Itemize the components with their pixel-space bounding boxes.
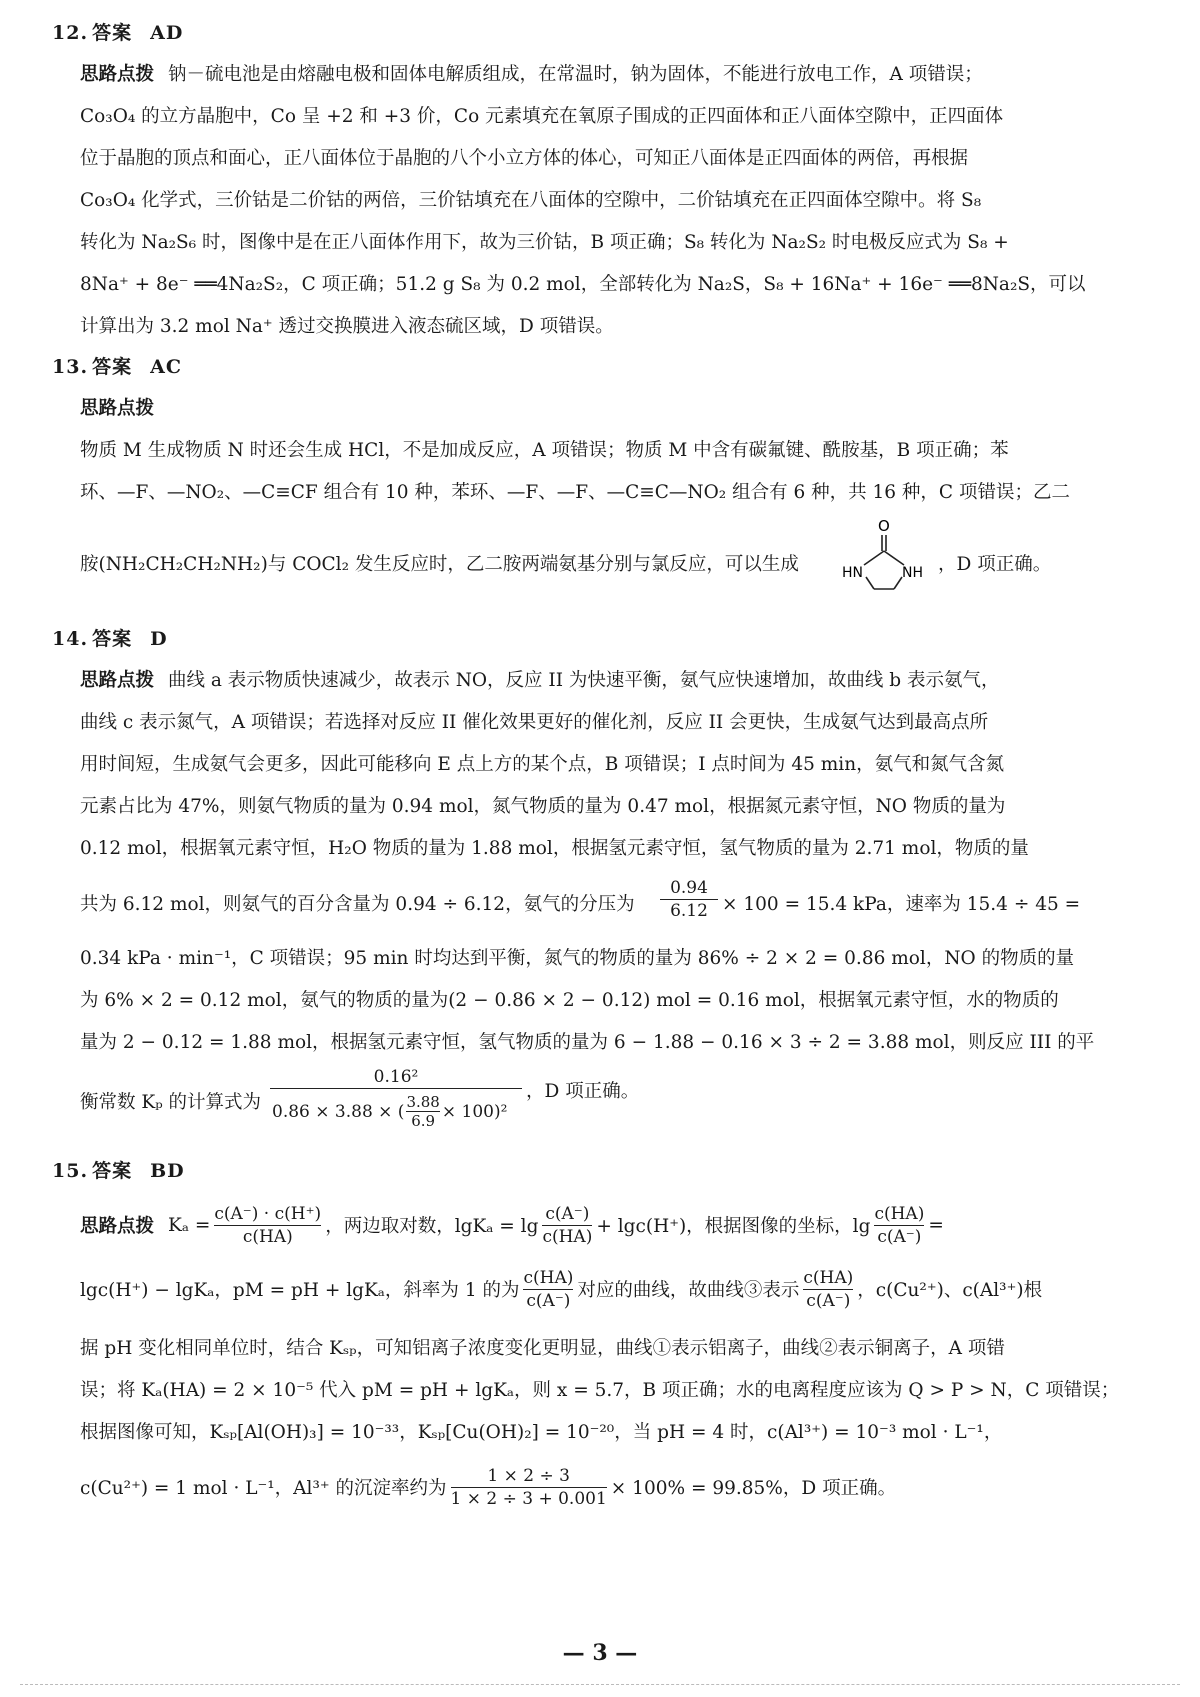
q12-line-1: 思路点拨 钠－硫电池是由熔融电极和固体电解质组成，在常温时，钠为固体，不能进行放电工作，A 项错误； [80, 64, 983, 85]
q14-line-7: 0.34 kPa · min⁻¹，C 项错误；95 min 时均达到平衡，氮气的物质的量为 86% ÷ 2 × 2 = 0.86 mol，NO 的物质的量 [80, 948, 1075, 969]
q14-line-5: 0.12 mol，根据氧元素守恒，H₂O 物质的量为 1.88 mol，根据氢元素守恒，氢气物质的量为 2.71 mol，物质的量 [80, 838, 1029, 859]
structure-nh-label: NH [902, 565, 923, 581]
q15-line-3: 据 pH 变化相同单位时，结合 Kₛₚ，可知铝离子浓度变化更明显，曲线①表示铝离子，曲线②表示铜离子，A 项错 [80, 1338, 1005, 1359]
q13-heading: 13. 答案 AC [52, 356, 182, 378]
q14-line-2: 曲线 c 表示氮气，A 项错误；若选择对反应 II 催化效果更好的催化剂，反应 II 会更快，生成氨气达到最高点所 [80, 712, 989, 733]
q14-heading: 14. 答案 D [52, 628, 168, 650]
q14-fraction-1: 0.94 6.12 [660, 877, 718, 922]
q13-answer: AC [150, 356, 182, 378]
q15-ka-fraction: $\frac{c(A^-) \cdot c(H^+)}{c(HA)}$ [214, 1203, 322, 1247]
q12-heading: 12. 答案 AD [52, 22, 184, 44]
q15-line-6: c(Cu²⁺) = 1 mol · L⁻¹，Al³⁺ 的沉淀率约为 $\frac{1 \times 2 \div 3}{1 \times 2 \div 3 + 0.001}$ × 100% = 99.85%，D 项正确。 [80, 1465, 897, 1509]
bottom-divider [20, 1684, 1180, 1685]
q12-answer: AD [150, 22, 184, 44]
q14-line-9: 量为 2 − 0.12 = 1.88 mol，根据氢元素守恒，氢气物质的量为 6 − 1.88 − 0.16 × 3 ÷ 2 = 3.88 mol，则反应 III 的平 [80, 1032, 1095, 1053]
q14-line-8: 为 6% × 2 = 0.12 mol，氨气的物质的量为(2 − 0.86 × 2 − 0.12) mol = 0.16 mol，根据氧元素守恒，水的物质的 [80, 990, 1059, 1011]
q14-kp-fraction: 0.16² 0.86 × 3.88 × ( $\frac{3.88}{6.9}$ × 100)² [270, 1066, 522, 1130]
q13-line-2: 环、—F、—NO₂、—C≡CF 组合有 10 种，苯环、—F、—F、—C≡C—NO₂ 组合有 6 种，共 16 种，C 项错误；乙二 [80, 482, 1070, 503]
q12-line-2: Co₃O₄ 的立方晶胞中，Co 呈 +2 和 +3 价，Co 元素填充在氧原子围成的正四面体和正八面体空隙中，正四面体 [80, 106, 1004, 127]
q15-line-1: 思路点拨 Kₐ = $\frac{c(A^-) \cdot c(H^+)}{c(HA)}$ ，两边取对数，lgKₐ = lg c(A⁻) c(HA) + lgc(H⁺)，根据图像的坐标，lg $\frac{c(HA)}{c(A^-)}$ = [80, 1203, 944, 1247]
q14-answer: D [150, 628, 168, 650]
structure-o-label: O [878, 517, 890, 535]
q13-label: 思路点拨 [80, 398, 155, 419]
q12-line-6: 8Na⁺ + 8e⁻ ══4Na₂S₂，C 项正确；51.2 g S₈ 为 0.2 mol，全部转化为 Na₂S，S₈ + 16Na⁺ + 16e⁻ ══8Na₂S，可以 [80, 274, 1086, 295]
q14-line-10a: 衡常数 Kₚ 的计算式为 [80, 1092, 261, 1113]
q15-line-4: 误；将 Kₐ(HA) = 2 × 10⁻⁵ 代入 pM = pH + lgKₐ，则 x = 5.7，B 项正确；水的电离程度应该为 Q > P > N，C 项错误； [80, 1380, 1120, 1401]
q14-line-6a: 共为 6.12 mol，则氨气的百分含量为 0.94 ÷ 6.12，氨气的分压为 [80, 894, 635, 915]
q13-line-1: 物质 M 生成物质 N 时还会生成 HCl，不是加成反应，A 项错误；物质 M 中含有碳氟键、酰胺基，B 项正确；苯 [80, 440, 1009, 461]
q14-line-10b: ，D 项正确。 [526, 1081, 640, 1102]
q15-line-2: lgc(H⁺) − lgKₐ，pM = pH + lgKₐ，斜率为 1 的为 c(HA) c(A⁻) 对应的曲线，故曲线③表示 c(HA) c(A⁻) ，c(Cu²⁺)、c(Al³⁺)根 [80, 1267, 1043, 1311]
q14-line-4: 元素占比为 47%，则氨气物质的量为 0.94 mol，氮气物质的量为 0.47 mol，根据氮元素守恒，NO 物质的量为 [80, 796, 1006, 817]
page-number: — 3 — [562, 1640, 638, 1666]
q12-line-5: 转化为 Na₂S₆ 时，图像中是在正八面体作用下，故为三价钴，B 项正确；S₈ 转化为 Na₂S₂ 时电极反应式为 S₈ + [80, 232, 1009, 253]
q13-line-3: 胺(NH₂CH₂CH₂NH₂)与 COCl₂ 发生反应时，乙二胺两端氨基分别与氯反应，可以生成 [80, 554, 799, 575]
q13-line-3-end: ，D 项正确。 [938, 554, 1052, 575]
q12-line-3: 位于晶胞的顶点和面心，正八面体位于晶胞的八个小立方体的体心，可知正八面体是正四面体的两倍，再根据 [80, 148, 969, 169]
structure-hn-label: HN [842, 565, 863, 581]
q15-rate-fraction: $\frac{1 \times 2 \div 3}{1 \times 2 \div 3 + 0.001}$ [450, 1465, 607, 1509]
q14-line-3: 用时间短，生成氨气会更多，因此可能移向 E 点上方的某个点，B 项错误；I 点时间为 45 min，氨气和氮气含氮 [80, 754, 1005, 775]
q12-line-4: Co₃O₄ 化学式，三价钴是二价钴的两倍，三价钴填充在八面体的空隙中，二价钴填充在正四面体空隙中。将 S₈ [80, 190, 982, 211]
imidazolidinone-structure [838, 515, 938, 595]
q15-heading: 15. 答案 BD [52, 1160, 185, 1182]
q15-line-5: 根据图像可知，Kₛₚ[Al(OH)₃] = 10⁻³³，Kₛₚ[Cu(OH)₂] = 10⁻²⁰，当 pH = 4 时，c(Al³⁺) = 10⁻³ mol · L⁻¹， [80, 1422, 1003, 1443]
q14-line-1: 思路点拨 曲线 a 表示物质快速减少，故表示 NO，反应 II 为快速平衡，氨气应快速增加，故曲线 b 表示氨气， [80, 670, 1000, 691]
q14-line-6b: × 100 = 15.4 kPa，速率为 15.4 ÷ 45 = [722, 894, 1081, 915]
q12-line-7: 计算出为 3.2 mol Na⁺ 透过交换膜进入液态硫区域，D 项错误。 [80, 316, 614, 337]
q15-answer: BD [150, 1160, 185, 1182]
